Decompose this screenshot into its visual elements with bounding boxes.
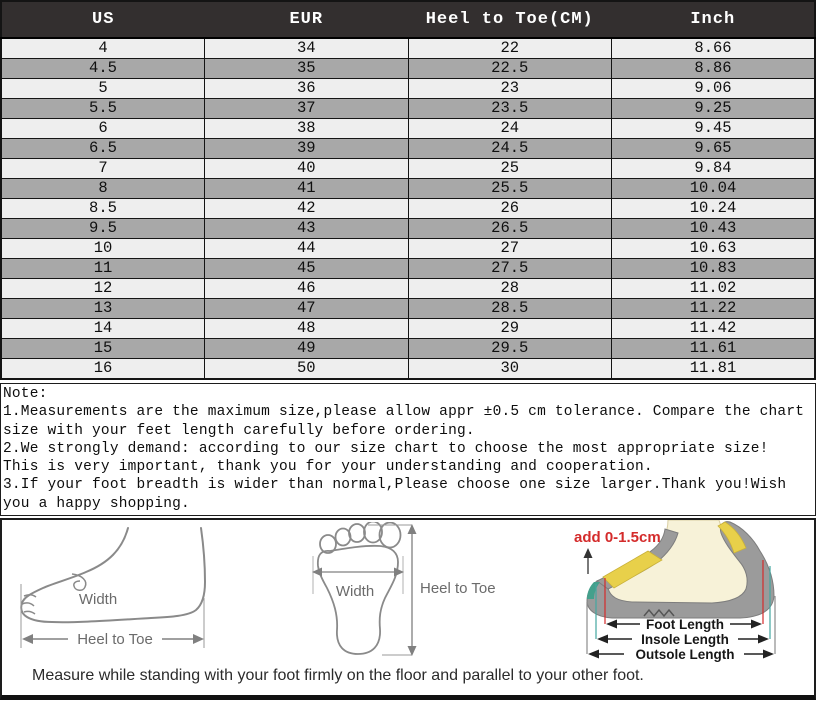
table-cell: 10.63 [612, 239, 816, 259]
table-cell: 48 [205, 319, 409, 339]
table-cell: 11.61 [612, 339, 816, 359]
table-row [1, 279, 815, 299]
add-length-label: add 0-1.5cm [574, 529, 661, 547]
table-row [1, 299, 815, 319]
note-box [0, 383, 816, 516]
table-row [1, 139, 815, 159]
toe-5 [380, 523, 401, 548]
note-item: 3.If your foot breadth is wider than normal,Please choose one size larger.Thank you!Wish you a happy shopping. [3, 477, 787, 512]
table-cell: 41 [205, 179, 409, 199]
table-cell: 14 [1, 319, 205, 339]
table-cell: 9.06 [612, 79, 816, 99]
table-cell: 46 [205, 279, 409, 299]
table-cell: 16 [1, 359, 205, 380]
foot-top-view-diagram [308, 522, 523, 662]
table-cell: 4.5 [1, 59, 205, 79]
table-row [1, 199, 815, 219]
table-cell: 38 [205, 119, 409, 139]
table-cell: 26.5 [408, 219, 612, 239]
insole-length-head-r [758, 635, 769, 644]
side-width-label: Width [78, 591, 118, 609]
table-cell: 34 [205, 38, 409, 59]
table-row [1, 179, 815, 199]
table-row [1, 339, 815, 359]
insole-length-label: Insole Length [641, 632, 729, 648]
column-header: EUR [205, 1, 409, 38]
column-header: Inch [612, 1, 816, 38]
foot-side-view-diagram [16, 526, 216, 656]
table-cell: 22.5 [408, 59, 612, 79]
table-cell: 5.5 [1, 99, 205, 119]
size-table-body [1, 38, 815, 379]
table-cell: 24.5 [408, 139, 612, 159]
table-cell: 25.5 [408, 179, 612, 199]
column-header: US [1, 1, 205, 38]
table-cell: 22 [408, 38, 612, 59]
toe-2 [336, 529, 351, 546]
table-cell: 40 [205, 159, 409, 179]
table-cell: 6 [1, 119, 205, 139]
table-cell: 28 [408, 279, 612, 299]
table-cell: 26 [408, 199, 612, 219]
note-items [3, 403, 811, 513]
table-cell: 42 [205, 199, 409, 219]
table-cell: 44 [205, 239, 409, 259]
table-cell: 27.5 [408, 259, 612, 279]
table-row [1, 99, 815, 119]
arrowhead-left [22, 634, 33, 644]
table-cell: 47 [205, 299, 409, 319]
foot-length-head-r [751, 620, 762, 629]
table-cell: 23.5 [408, 99, 612, 119]
table-cell: 43 [205, 219, 409, 239]
table-cell: 49 [205, 339, 409, 359]
table-cell: 35 [205, 59, 409, 79]
table-row [1, 159, 815, 179]
measure-caption: Measure while standing with your foot firmly on the floor and parallel to your other foot. [32, 667, 644, 685]
table-cell: 4 [1, 38, 205, 59]
table-cell: 7 [1, 159, 205, 179]
table-cell: 45 [205, 259, 409, 279]
table-cell: 37 [205, 99, 409, 119]
table-cell: 8.86 [612, 59, 816, 79]
table-cell: 9.25 [612, 99, 816, 119]
note-item: 2.We strongly demand: according to our size chart to choose the most appropriate size! This is very important, thank you for your understanding and cooperation. [3, 440, 769, 476]
table-row [1, 259, 815, 279]
table-cell: 11.42 [612, 319, 816, 339]
table-cell: 10.83 [612, 259, 816, 279]
table-cell: 27 [408, 239, 612, 259]
table-cell: 9.5 [1, 219, 205, 239]
foot-side-outline [21, 528, 205, 622]
table-row [1, 38, 815, 59]
table-cell: 11.81 [612, 359, 816, 380]
side-heel-toe-label: Heel to Toe [77, 631, 153, 649]
table-cell: 11.22 [612, 299, 816, 319]
table-cell: 5 [1, 79, 205, 99]
table-cell: 36 [205, 79, 409, 99]
table-row [1, 119, 815, 139]
outsole-length-label: Outsole Length [635, 647, 735, 663]
table-cell: 10.04 [612, 179, 816, 199]
insole-length-head-l [597, 635, 608, 644]
table-cell: 10.24 [612, 199, 816, 219]
top-heel-toe-label: Heel to Toe [420, 580, 496, 598]
shoe-length-diagram [572, 520, 812, 670]
foot-length-label: Foot Length [646, 617, 724, 633]
table-cell: 10.43 [612, 219, 816, 239]
table-cell: 12 [1, 279, 205, 299]
table-cell: 29 [408, 319, 612, 339]
column-header: Heel to Toe(CM) [408, 1, 612, 38]
table-row [1, 79, 815, 99]
add-arrowhead [584, 548, 593, 558]
table-cell: 24 [408, 119, 612, 139]
diagram-box [0, 518, 816, 700]
toe-3 [349, 524, 365, 542]
table-cell: 13 [1, 299, 205, 319]
table-cell: 6.5 [1, 139, 205, 159]
table-row [1, 319, 815, 339]
toe-detail-lines [22, 595, 36, 614]
table-row [1, 219, 815, 239]
note-item: 1.Measurements are the maximum size,please allow appr ±0.5 cm tolerance. Compare the chart size with your feet length carefully before ordering. [3, 404, 805, 439]
table-cell: 11 [1, 259, 205, 279]
note-title: Note: [3, 386, 48, 402]
table-cell: 39 [205, 139, 409, 159]
table-cell: 15 [1, 339, 205, 359]
table-cell: 9.84 [612, 159, 816, 179]
table-cell: 9.65 [612, 139, 816, 159]
table-cell: 30 [408, 359, 612, 380]
foot-length-head-l [606, 620, 617, 629]
arrowhead-right [193, 634, 204, 644]
outsole-length-head-r [763, 650, 774, 659]
table-cell: 8 [1, 179, 205, 199]
table-cell: 11.02 [612, 279, 816, 299]
table-cell: 9.45 [612, 119, 816, 139]
table-cell: 8.5 [1, 199, 205, 219]
outsole-length-head-l [588, 650, 599, 659]
table-row [1, 59, 815, 79]
table-cell: 23 [408, 79, 612, 99]
table-header-row [1, 1, 815, 38]
table-row [1, 359, 815, 380]
top-width-label: Width [335, 583, 375, 601]
table-cell: 8.66 [612, 38, 816, 59]
table-row [1, 239, 815, 259]
table-cell: 29.5 [408, 339, 612, 359]
table-cell: 50 [205, 359, 409, 380]
table-cell: 10 [1, 239, 205, 259]
table-cell: 28.5 [408, 299, 612, 319]
table-cell: 25 [408, 159, 612, 179]
